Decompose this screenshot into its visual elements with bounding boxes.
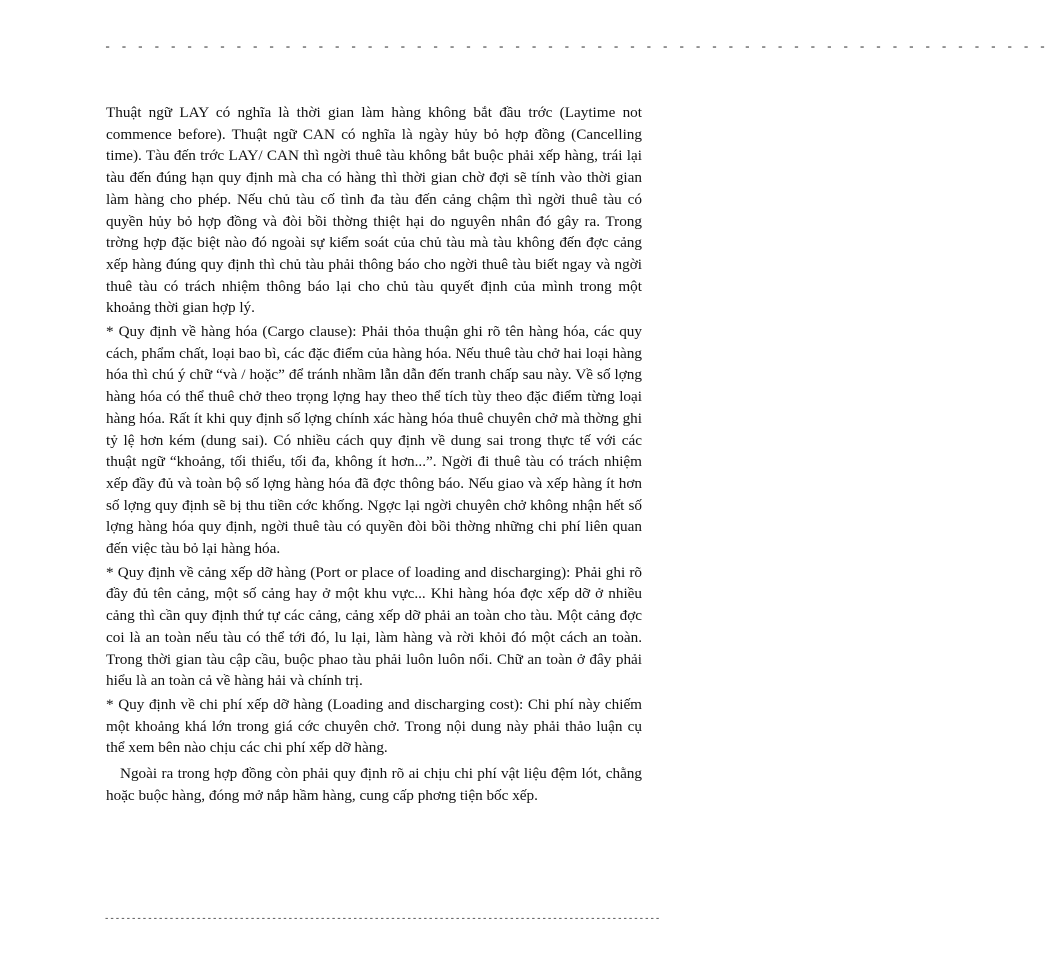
paragraph-port-clause: * Quy định về cảng xếp dỡ hàng (Port or place of loading and discharging): Phải ghi rõ đầy đủ tên cảng, một số cảng hay ở một khu vực... Khi hàng hóa đợc xếp dỡ ở nhiều cảng thì cần quy định thứ tự các cảng, cảng xếp dỡ phải an toàn cho tàu. Một cảng đợc coi là an toàn nếu tàu có thể tới đó, lu lại, làm hàng và rời khỏi đó một cách an toàn. Trong thời gian tàu cập cầu, buộc phao tàu phải luôn luôn nổi. Chữ an toàn ở đây phải hiểu là an toàn cả về hàng hải và chính trị. <box>106 563 642 690</box>
paragraph-loading-cost: * Quy định về chi phí xếp dỡ hàng (Loading and discharging cost): Chi phí này chiếm một khoảng khá lớn trong giá cớc chuyên chở. Trong nội dung này phải thảo luận cụ thể xem bên nào chịu các chi phí xếp dỡ hàng. <box>106 695 642 757</box>
paragraph-additional-costs: Ngoài ra trong hợp đồng còn phải quy định rõ ai chịu chi phí vật liệu đệm lót, chằng hoặc buộc hàng, đóng mở nắp hầm hàng, cung cấp phơng tiện bốc xếp. <box>106 765 642 804</box>
body-text <box>106 102 642 809</box>
footer-dashed-rule: ------------------------------------------------------------------------------------------------------- <box>104 914 661 924</box>
header-dashed-rule: - - - - - - - - - - - - - - - - - - - - - - - - - - - - - - - - - - - - - - - - - - - - - - - - - - - - - - - - - - <box>104 40 1047 54</box>
paragraph-cargo-clause: * Quy định về hàng hóa (Cargo clause): Phải thỏa thuận ghi rõ tên hàng hóa, các quy cách, phẩm chất, loại bao bì, các đặc điểm của hàng hóa. Nếu thuê tàu chở hai loại hàng hóa thì chú ý chữ “và / hoặc” để tránh nhầm lẫn dẫn đến tranh chấp sau này. Về số lợng hàng hóa có thể thuê chở theo trọng lợng hay theo thể tích tùy theo đặc điểm từng loại hàng hóa. Rất ít khi quy định số lợng chính xác hàng hóa thuê chuyên chở mà thờng ghi tỷ lệ hơn kém (dung sai). Có nhiều cách quy định về dung sai trong thực tế với các thuật ngữ “khoảng, tối thiểu, tối đa, không ít hơn...”. Ngời đi thuê tàu có trách nhiệm xếp đầy đủ và toàn bộ số lợng hàng hóa đã đợc thông báo. Nếu giao và xếp hàng ít hơn số lợng quy định sẽ bị thu tiền cớc khống. Ngợc lại ngời chuyên chở không nhận hết số lợng hàng hóa quy định, ngời thuê tàu có quyền đòi bồi thờng những chi phí liên quan đến việc tàu bỏ lại hàng hóa. <box>106 323 642 558</box>
paragraph-laytime: Thuật ngữ LAY có nghĩa là thời gian làm hàng không bắt đầu trớc (Laytime not commence before). Thuật ngữ CAN có nghĩa là ngày hủy bỏ hợp đồng (Cancelling time). Tàu đến trớc LAY/ CAN thì ngời thuê tàu không bắt buộc phải xếp hàng, trái lại tàu đến đúng hạn quy định mà cha có hàng thì thời gian chờ đợi sẽ tính vào thời gian làm hàng cho phép. Nếu chủ tàu cố tình đa tàu đến cảng chậm thì ngời thuê tàu có quyền hủy bỏ hợp đồng và đòi bồi thờng thiệt hại do nguyên nhân đó gây ra. Trong trờng hợp đặc biệt nào đó ngoài sự kiểm soát của chủ tàu mà tàu không đến đợc cảng xếp hàng đúng quy định thì chủ tàu phải thông báo cho ngời thuê tàu biết ngay và ngời thuê tàu có trách nhiệm thông báo lại cho chủ tàu quyết định của mình trong một khoảng thời gian hợp lý. <box>106 104 642 317</box>
